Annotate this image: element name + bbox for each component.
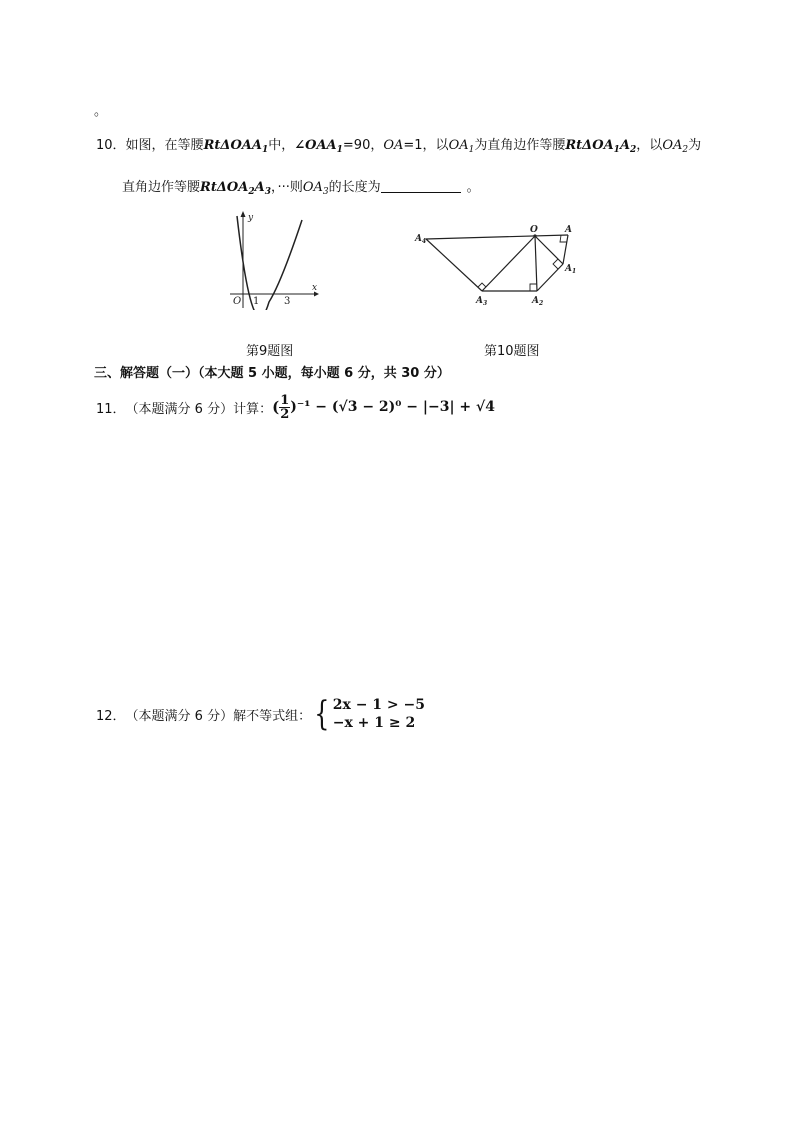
fig10-label-a3: $A_3$ <box>476 296 488 307</box>
question-11 <box>96 389 495 425</box>
fig9-x-label: x <box>312 283 318 293</box>
question-11-prefix: （本题满分 6 分）计算： <box>125 401 273 417</box>
fig9-y-arrow <box>241 211 246 217</box>
q10-text-6: ，以 <box>636 138 663 153</box>
fig9-tick-3: 3 <box>284 296 291 307</box>
q11-fraction: $\frac{1}{2}$ <box>280 392 290 422</box>
fig10-right-angle-a2 <box>530 284 537 291</box>
q10-oa: OA <box>383 138 404 153</box>
fig9-y-label: y <box>248 213 254 223</box>
q12-inequality-2: −x + 1 ≥ 2 <box>332 715 416 731</box>
question-12-prefix: （本题满分 6 分）解不等式组： <box>125 708 312 724</box>
q10-text-7: 为 <box>688 138 702 153</box>
q10-oa2: $OA_2$ <box>662 138 689 155</box>
fig10-label-a2: $A_2$ <box>532 296 544 307</box>
question-10-number: 10． <box>96 138 126 153</box>
fig9-tick-1: 1 <box>253 296 260 307</box>
fig10-right-angle-a <box>560 235 567 242</box>
q10-triangle-2: $Rt\Delta OA_1A_2$ <box>565 138 637 155</box>
q10-line2-text-1: 直角边作等腰 <box>122 180 201 195</box>
fig10-label-o: O <box>530 225 538 235</box>
question-10-line-2 <box>122 176 480 197</box>
section-3-heading: 三、解答题（一）（本大题 5 小题，每小题 6 分，共 30 分） <box>94 366 450 381</box>
question-12-number: 12． <box>96 708 126 724</box>
fig10-label-a1: $A_1$ <box>565 264 577 275</box>
fig9-origin-label: O <box>233 296 242 307</box>
q10-line2-text-2: ，···则 <box>270 180 303 195</box>
question-12 <box>96 692 425 736</box>
q12-inequality-1: 2x − 1 > −5 <box>332 697 425 713</box>
q12-inequality-system <box>333 696 425 732</box>
q11-expression: )⁻¹ − (√3 − 2)⁰ − |−3| + √4 <box>290 399 495 415</box>
fig10-line-a-a1 <box>563 235 568 264</box>
fig10-line-a3-a4 <box>426 239 482 291</box>
q11-open-paren: ( <box>272 398 280 416</box>
answer-blank[interactable] <box>381 180 461 193</box>
q10-angle: $\angle OAA_1$ <box>294 138 343 155</box>
fig10-line-o-a3 <box>482 236 535 291</box>
fig9-parabola-curve <box>237 216 302 310</box>
fig10-line-a1-a2 <box>537 264 563 291</box>
fig10-label-a: A <box>565 225 572 235</box>
figure-9-parabola-graph <box>226 208 326 310</box>
fig10-line-a4-a <box>426 235 568 239</box>
fig10-label-a4: $A_4$ <box>415 234 427 245</box>
figure-10-caption: 第10题图 <box>484 344 540 359</box>
q10-text-5: 为直角边作等腰 <box>474 138 566 153</box>
leading-mark: 。 <box>94 104 108 119</box>
fig10-right-angle-a3 <box>478 283 486 287</box>
q10-text-2: 中， <box>268 138 295 153</box>
figure-10-triangles-graph <box>412 222 582 308</box>
fig10-right-angle-a1 <box>553 259 558 269</box>
q10-text-4: =1，以 <box>403 138 449 153</box>
q10-oa3: $OA_3$ <box>302 180 329 197</box>
q12-brace: { <box>314 694 330 734</box>
q10-triangle-3: $Rt\Delta OA_2A_3$ <box>200 180 271 197</box>
question-11-number: 11． <box>96 401 126 417</box>
q10-oa1: $OA_1$ <box>448 138 475 155</box>
figure-9-caption: 第9题图 <box>246 344 294 359</box>
q10-line2-text-3: 的长度为 <box>328 180 381 195</box>
q10-text-1: 如图，在等腰 <box>125 138 204 153</box>
q10-line2-end: 。 <box>466 180 480 195</box>
q10-text-3: =90， <box>342 138 384 153</box>
fig10-line-o-a2 <box>535 236 537 291</box>
fig10-line-o-a1 <box>535 236 563 264</box>
question-10-line-1 <box>96 134 701 155</box>
q10-triangle-1: RtΔOAA$_1$ <box>203 138 269 155</box>
